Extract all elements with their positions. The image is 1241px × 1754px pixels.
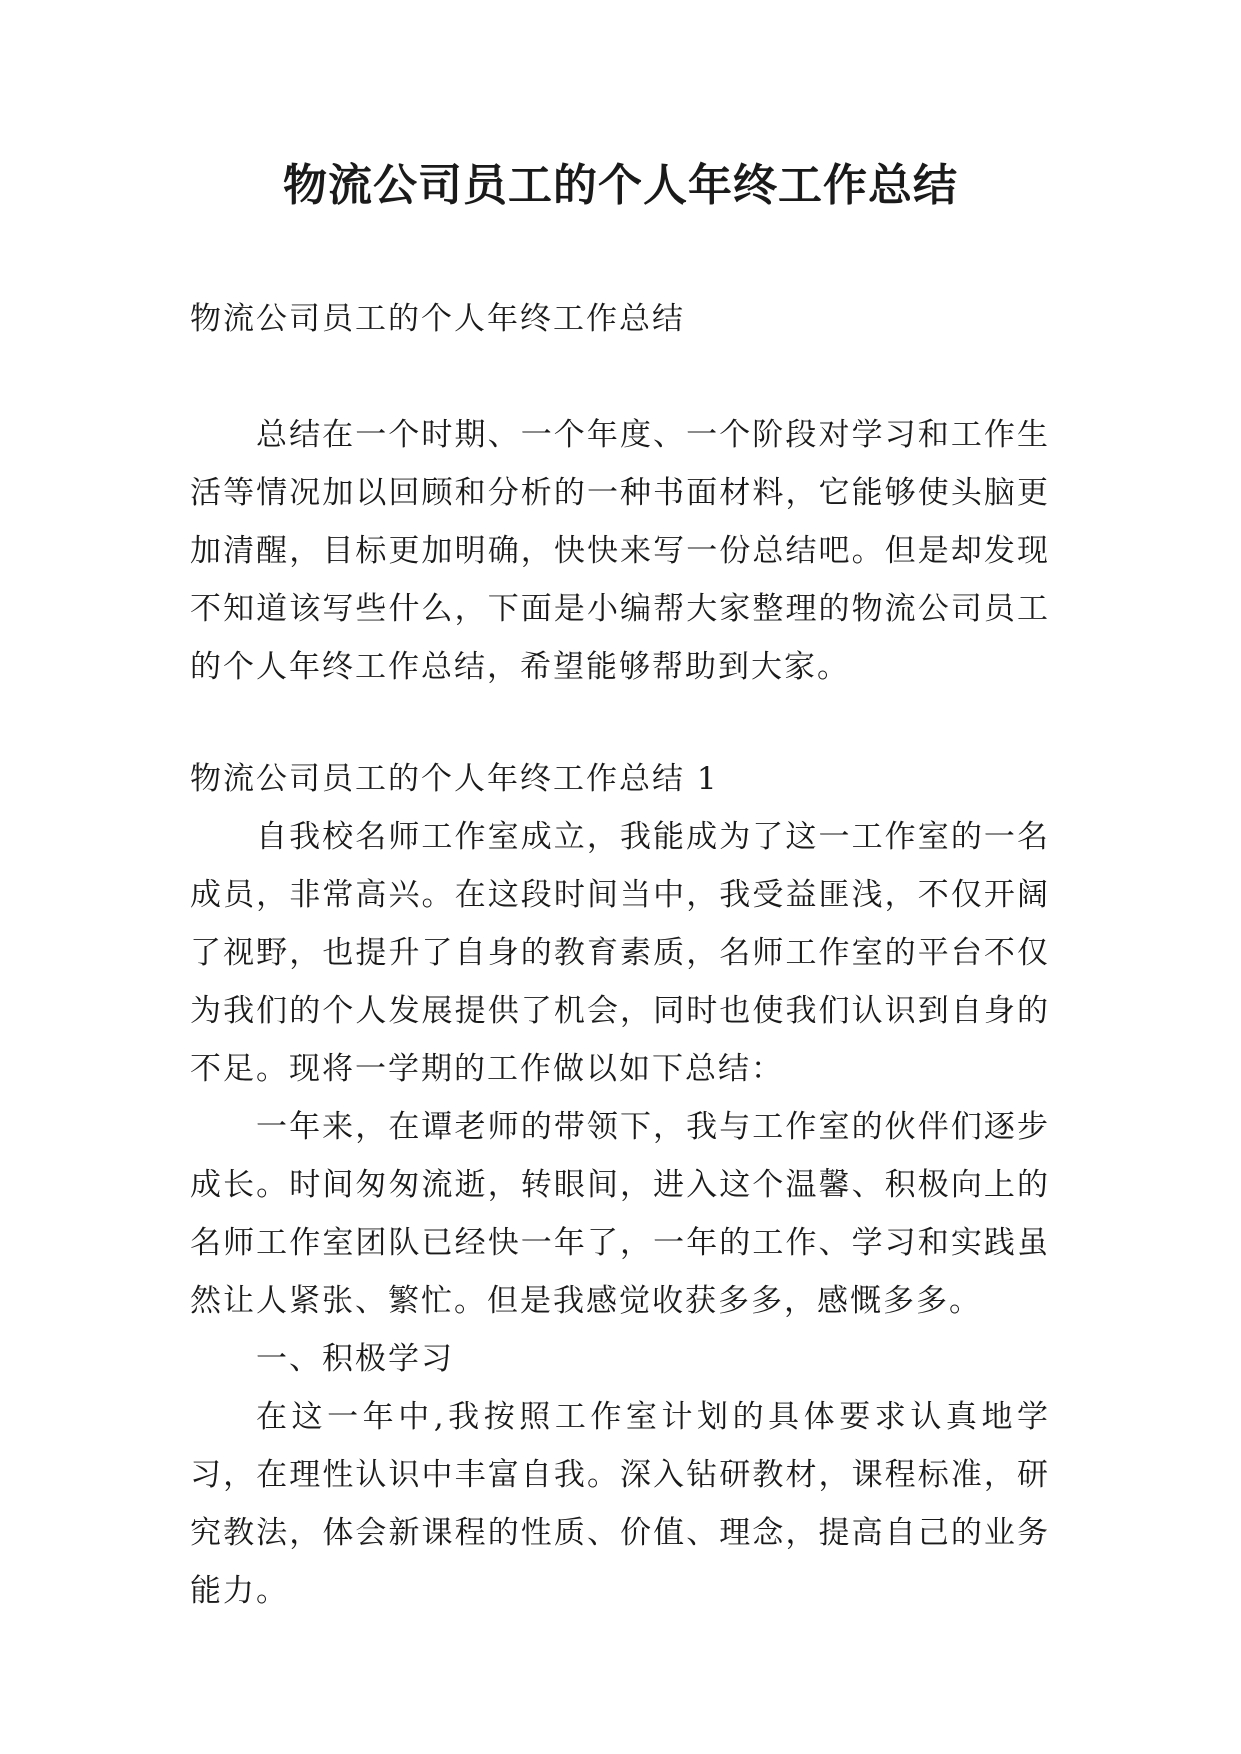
body-paragraph: 一年来，在谭老师的带领下，我与工作室的伙伴们逐步成长。时间匆匆流逝，转眼间，进入这个温馨、积极向上的名师工作室团队已经快一年了，一年的工作、学习和实践虽然让人紧张、繁忙。但是我感觉收获多多，感慨多多。 <box>190 1109 1050 1319</box>
body-paragraph: 在这一年中,我按照工作室计划的具体要求认真地学习，在理性认识中丰富自我。深入钻研教材，课程标准，研究教法，体会新课程的性质、价值、理念，提高自己的业务能力。 <box>190 1399 1050 1609</box>
document-title: 物流公司员工的个人年终工作总结 <box>283 160 958 211</box>
section-title: 物流公司员工的个人年终工作总结 1 <box>190 761 719 797</box>
intro-paragraph: 总结在一个时期、一个年度、一个阶段对学习和工作生活等情况加以回顾和分析的一种书面材料，它能够使头脑更加清醒，目标更加明确，快快来写一份总结吧。但是却发现不知道该写些什么，下面是小编帮大家整理的物流公司员工的个人年终工作总结，希望能够帮助到大家。 <box>190 417 1050 685</box>
body-paragraph: 自我校名师工作室成立，我能成为了这一工作室的一名成员，非常高兴。在这段时间当中，我受益匪浅，不仅开阔了视野，也提升了自身的教育素质，名师工作室的平台不仅为我们的个人发展提供了机会，同时也使我们认识到自身的不足。现将一学期的工作做以如下总结： <box>190 819 1050 1087</box>
subtitle-line: 物流公司员工的个人年终工作总结 <box>190 301 685 337</box>
section-heading: 一、积极学习 <box>256 1341 454 1377</box>
document-body <box>190 290 1050 1620</box>
